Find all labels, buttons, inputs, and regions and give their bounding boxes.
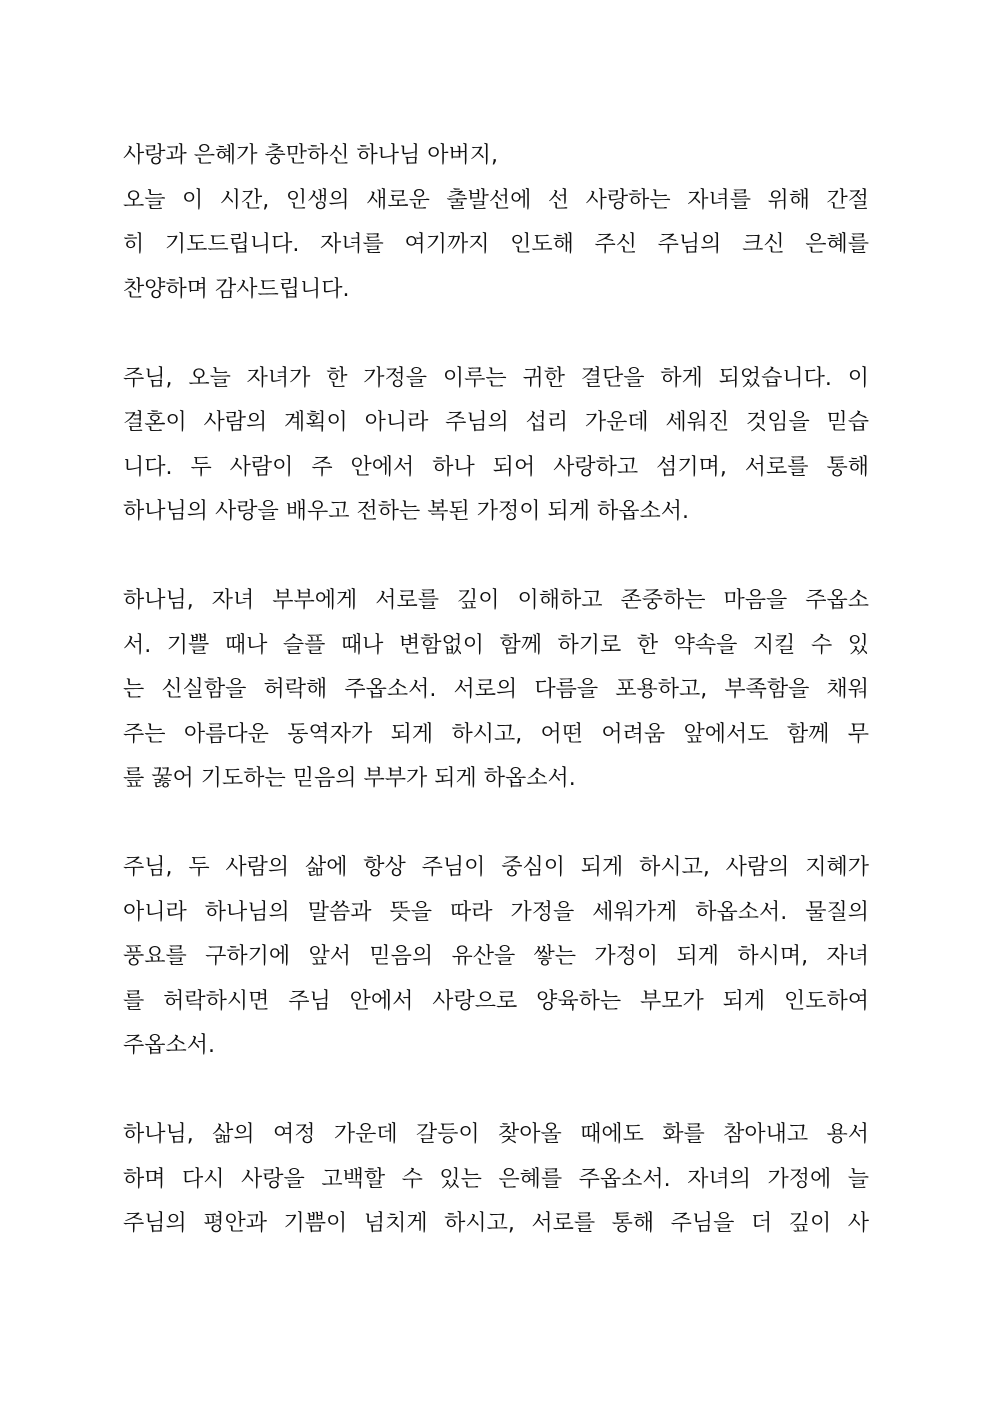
- text-line: 아니라 하나님의 말씀과 뜻을 따라 가정을 세워가게 하옵소서. 물질의: [123, 899, 869, 925]
- paragraph-3: [123, 579, 869, 802]
- paragraph-gap: [123, 802, 869, 847]
- paragraph-gap: [123, 312, 869, 357]
- text-line: 서. 기쁠 때나 슬플 때나 변함없이 함께 하기로 한 약속을 지킬 수 있: [123, 632, 869, 658]
- text-line: 주옵소서.: [123, 1033, 216, 1058]
- text-line: 주님, 두 사람의 삶에 항상 주님이 중심이 되게 하시고, 사람의 지혜가: [123, 855, 869, 880]
- text-line: 사랑과 은혜가 충만하신 하나님 아버지,: [123, 143, 498, 168]
- text-line: 찬양하며 감사드립니다.: [123, 276, 350, 302]
- text-line: 니다. 두 사람이 주 안에서 하나 되어 사랑하고 섬기며, 서로를 통해: [123, 454, 869, 480]
- paragraph-5: [123, 1113, 869, 1247]
- text-line: 는 신실함을 허락해 주옵소서. 서로의 다름을 포용하고, 부족함을 채워: [123, 677, 869, 702]
- text-line: 하나님, 삶의 여정 가운데 갈등이 찾아올 때에도 화를 참아내고 용서: [123, 1122, 869, 1147]
- text-line: 주는 아름다운 동역자가 되게 하시고, 어떤 어려움 앞에서도 함께 무: [123, 721, 869, 747]
- text-line: 하며 다시 사랑을 고백할 수 있는 은혜를 주옵소서. 자녀의 가정에 늘: [123, 1166, 869, 1192]
- text-line: 하나님, 자녀 부부에게 서로를 깊이 이해하고 존중하는 마음을 주옵소: [123, 588, 869, 613]
- paragraph-2: [123, 357, 869, 535]
- paragraph-1: [123, 134, 869, 312]
- prayer-text: [123, 134, 869, 1247]
- paragraph-4: [123, 846, 869, 1069]
- text-line: 주님, 오늘 자녀가 한 가정을 이루는 귀한 결단을 하게 되었습니다. 이: [123, 365, 869, 391]
- paragraph-gap: [123, 1069, 869, 1114]
- text-line: 히 기도드립니다. 자녀를 여기까지 인도해 주신 주님의 크신 은혜를: [123, 232, 869, 257]
- text-line: 를 허락하시면 주님 안에서 사랑으로 양육하는 부모가 되게 인도하여: [123, 988, 869, 1014]
- text-line: 오늘 이 시간, 인생의 새로운 출발선에 선 사랑하는 자녀를 위해 간절: [123, 187, 869, 213]
- text-line: 주님의 평안과 기쁨이 넘치게 하시고, 서로를 통해 주님을 더 깊이 사: [123, 1211, 869, 1236]
- text-line: 결혼이 사람의 계획이 아니라 주님의 섭리 가운데 세워진 것임을 믿습: [123, 410, 869, 435]
- paragraph-gap: [123, 535, 869, 580]
- text-line: 릎 꿇어 기도하는 믿음의 부부가 되게 하옵소서.: [123, 766, 576, 791]
- text-line: 풍요를 구하기에 앞서 믿음의 유산을 쌓는 가정이 되게 하시며, 자녀: [123, 944, 869, 969]
- text-line: 하나님의 사랑을 배우고 전하는 복된 가정이 되게 하옵소서.: [123, 499, 689, 524]
